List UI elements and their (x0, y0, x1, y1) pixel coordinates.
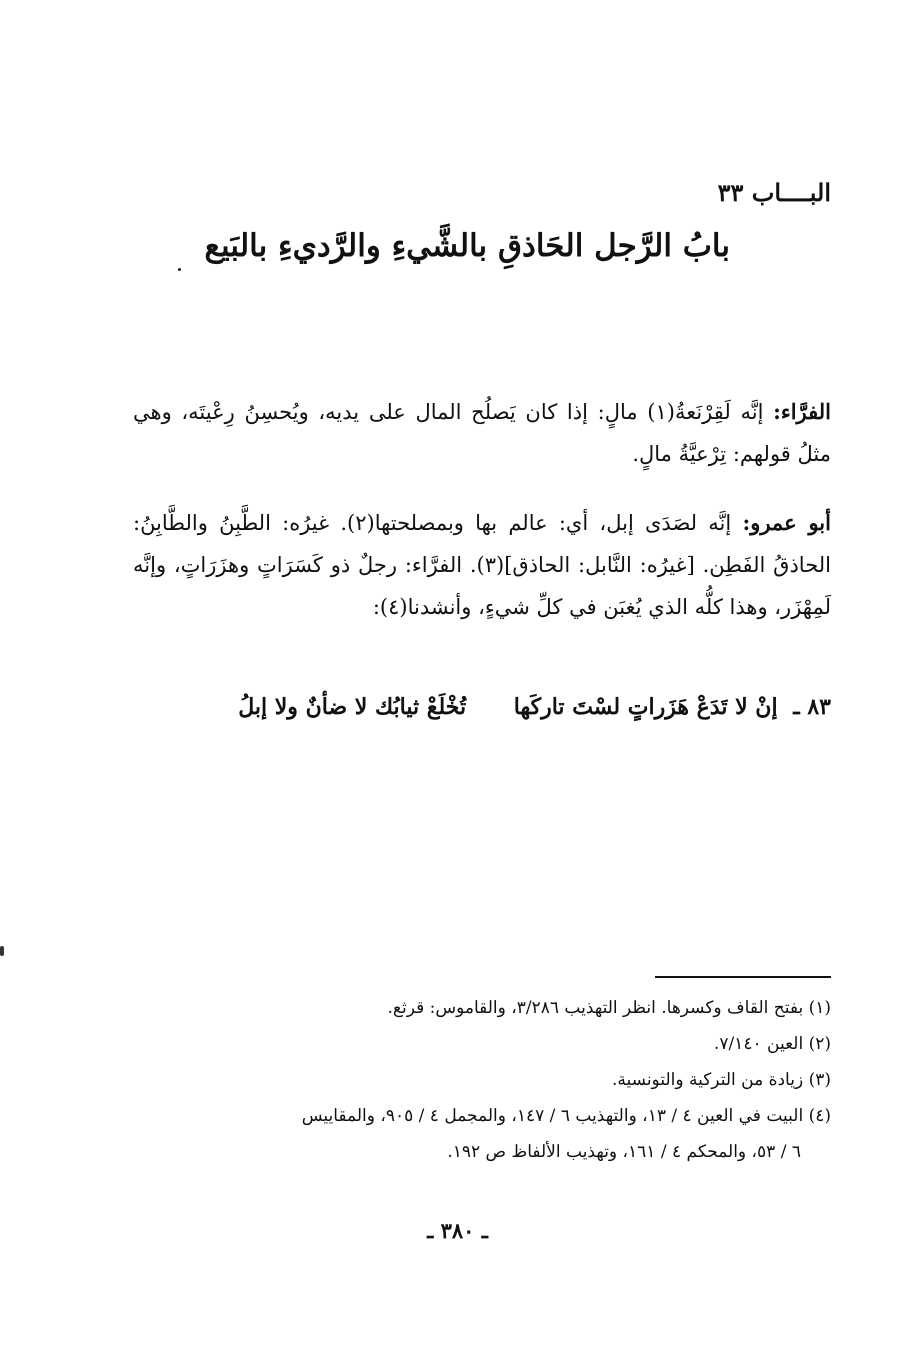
verse-second-hemistich: تُخْلَعْ ثيابُك لا ضأنٌ ولا إبلُ (238, 694, 467, 720)
ink-dot (178, 268, 181, 271)
footnote-3: (٣) زيادة من التركية والتونسية. (612, 1070, 831, 1090)
verse-first-hemistich: إنْ لا تَدَعْ هَزَراتٍ لسْتَ تاركَها (513, 694, 778, 720)
edge-mark (0, 946, 4, 956)
footnote-2: (٢) العين ٧/١٤٠. (713, 1034, 831, 1054)
paragraph-1 (133, 391, 831, 475)
footnote-divider (655, 976, 831, 978)
paragraph-2 (133, 502, 831, 628)
footnotes (133, 990, 831, 1170)
footnote-4: (٤) البيت في العين ٤ / ١٣، والتهذيب ٦ / ١٤٧، والمجمل ٤ / ٩٠٥، والمقاييس (301, 1106, 831, 1126)
verse-number: ٨٣ ـ (793, 694, 831, 720)
paragraph-text: إنَّه لصَدَى إبل، أي: عالم بها وبمصلحتها(٢). غيرُه: الطَّبِنُ والطَّابِنُ: الحاذقُ الفَطِن. [غيرُه: النَّابل: الحاذق](٣). الفرَّاء: رجلٌ ذو كَسَرَاتٍ وهزَرَاتٍ، وإنَّه لَمِهْزَر، وهذا كلُّه الذي يُغبَن في كلِّ شيءٍ، وأنشدنا(٤): (133, 511, 831, 619)
footnote-4-continuation: ٦ / ٥٣، والمحكم ٤ / ١٦١، وتهذيب الألفاظ ص ١٩٢. (447, 1142, 801, 1162)
chapter-label: البــــاب ٣٣ (717, 178, 831, 207)
speaker-name: الفرَّاء: (773, 399, 831, 424)
chapter-title: بابُ الرَّجل الحَاذقِ بالشَّيءِ والرَّديءِ بالبَيع (204, 228, 730, 264)
paragraph-text: إنَّه لَقِرْنَعةُ(١) مالٍ: إذا كان يَصلُح المال على يديه، ويُحسِنُ رِعْيتَه، وهي مثلُ قولهم: تِرْعيَّةُ مالٍ. (133, 400, 831, 466)
speaker-name: أبو عمرو: (742, 510, 831, 535)
verse-83 (133, 694, 831, 720)
footnote-1: (١) بفتح القاف وكسرها. انظر التهذيب ٣/٢٨٦، والقاموس: قرثع. (387, 998, 831, 1018)
page-number: ـ ٣٨٠ ـ (427, 1218, 488, 1243)
